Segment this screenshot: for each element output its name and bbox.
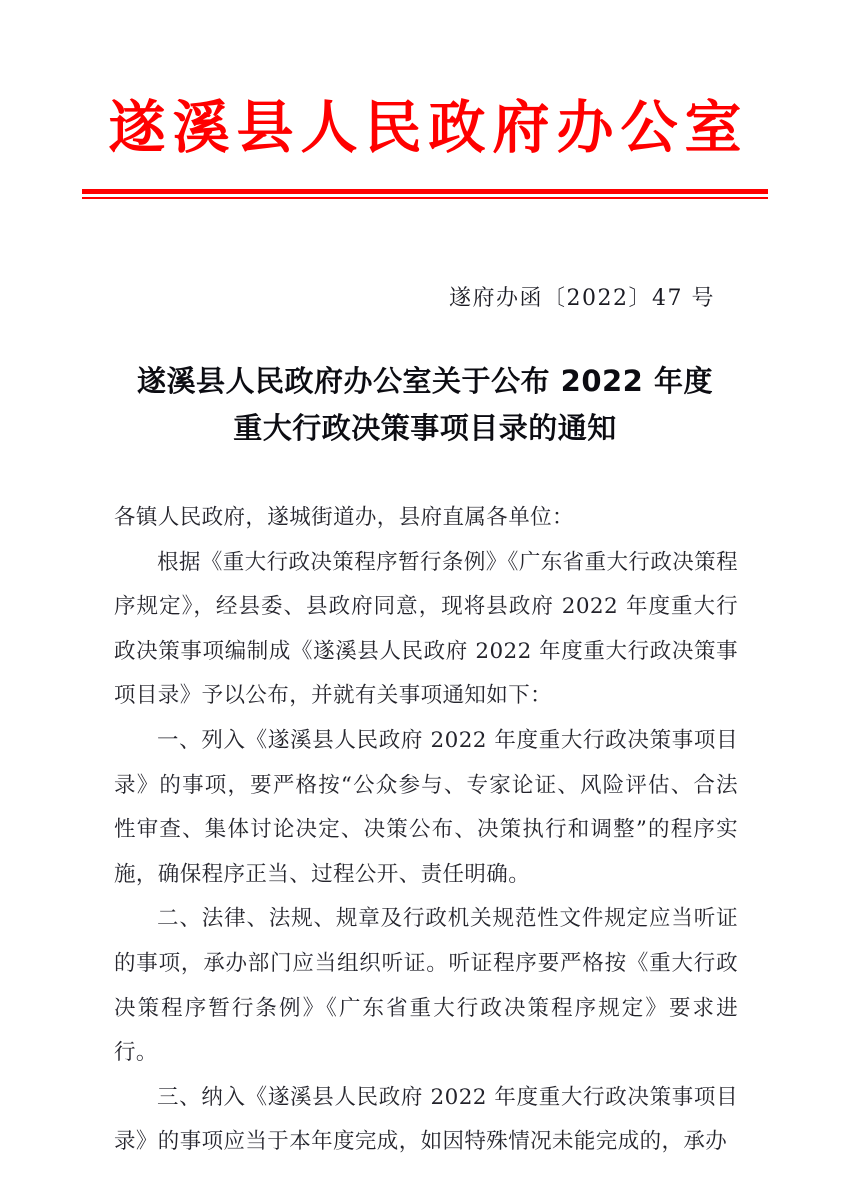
document-title: [85, 358, 765, 452]
body-paragraph-item-2: 二、法律、法规、规章及行政机关规范性文件规定应当听证的事项，承办部门应当组织听证。听证程序要严格按《重大行政决策程序暂行条例》《广东省重大行政决策程序规定》要求进行。: [114, 906, 738, 1066]
body-paragraph-item-1: 一、列入《遂溪县人民政府 2022 年度重大行政决策事项目录》的事项，要严格按“公众参与、专家论证、风险评估、合法性审查、集体讨论决定、决策公布、决策执行和调整”的程序实施，确保程序正当、过程公开、责任明确。: [114, 727, 738, 887]
document-body: [114, 496, 738, 1165]
issuing-authority-title: 遂溪县人民政府办公室: [108, 94, 749, 161]
body-paragraph-1: 根据《重大行政决策程序暂行条例》《广东省重大行政决策程序规定》，经县委、县政府同意，现将县政府 2022 年度重大行政决策事项编制成《遂溪县人民政府 2022 年度重大行政决策事项目录》予以公布，并就有关事项通知如下：: [114, 549, 738, 709]
document-title-line-2: 重大行政决策事项目录的通知: [233, 411, 617, 445]
red-rule-thin: [82, 197, 768, 199]
letterhead: [0, 96, 850, 160]
body-paragraph-item-3: 三、纳入《遂溪县人民政府 2022 年度重大行政决策事项目录》的事项应当于本年度完成，如因特殊情况未能完成的，承办: [114, 1084, 738, 1155]
document-title-line-1: 遂溪县人民政府办公室关于公布 2022 年度: [137, 364, 713, 398]
red-double-rule: [82, 189, 768, 199]
salutation: 各镇人民政府，遂城街道办，县府直属各单位：: [114, 505, 574, 530]
document-serial-number: 遂府办函〔2022〕47 号: [449, 286, 715, 311]
